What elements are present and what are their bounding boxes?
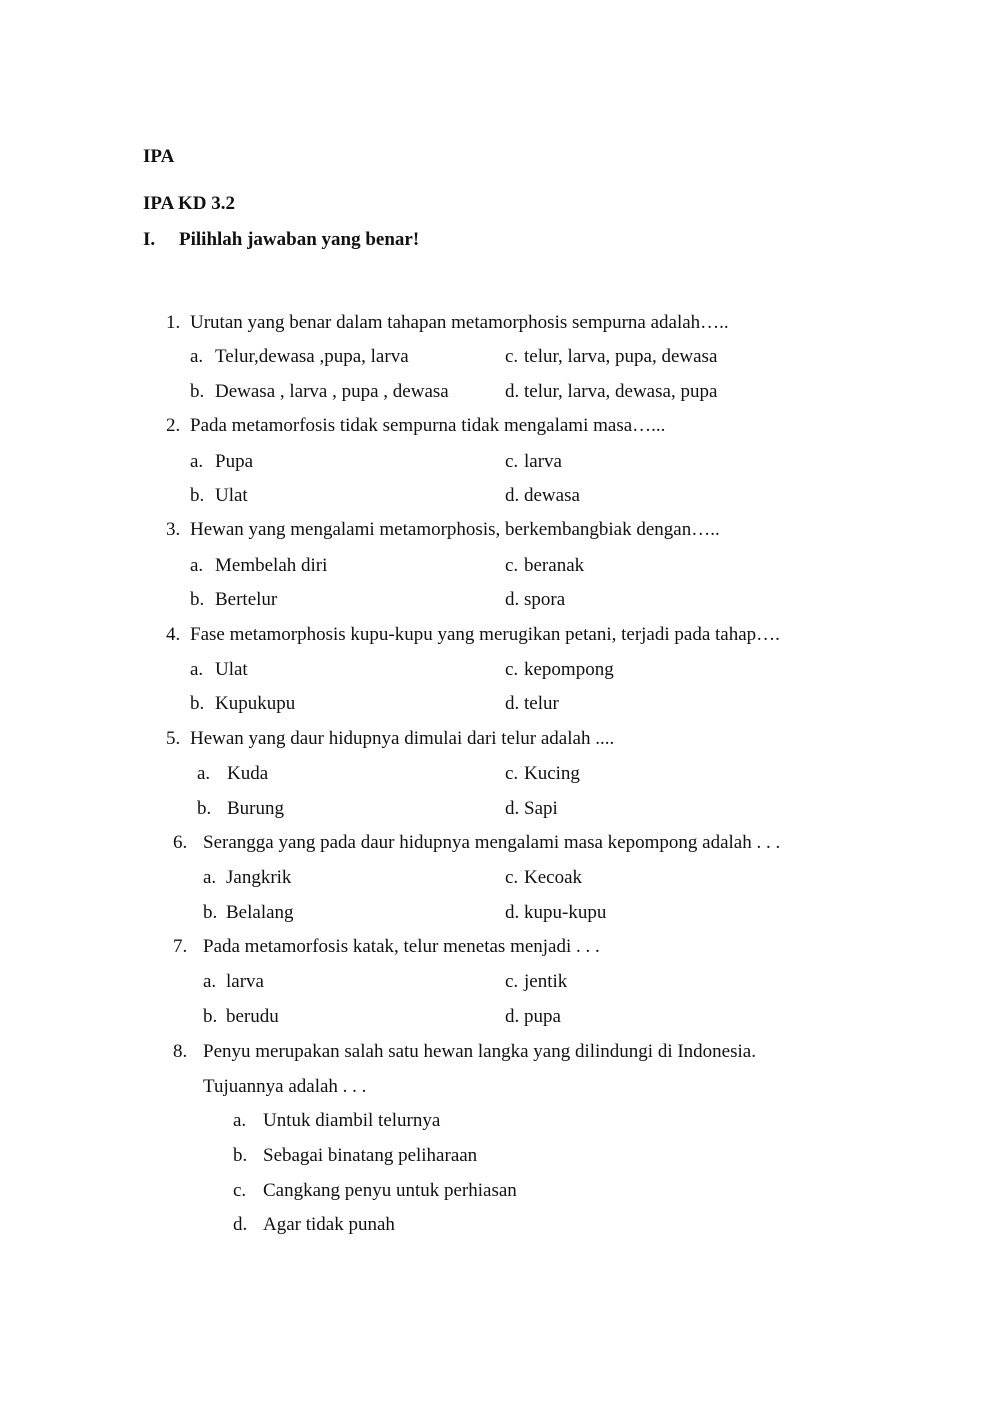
option-text: pupa: [524, 1006, 561, 1027]
option-text: Kupukupu: [215, 693, 296, 714]
option-letter: d.: [505, 902, 520, 923]
option-letter: b.: [190, 485, 205, 506]
option-text: Kucing: [524, 763, 580, 784]
option-letter: a.: [190, 451, 204, 472]
option-letter: c.: [505, 346, 519, 367]
option-letter: b.: [197, 798, 212, 819]
option-letter: c.: [505, 555, 519, 576]
option-text: Cangkang penyu untuk perhiasan: [263, 1180, 517, 1201]
option-text: Membelah diri: [215, 555, 328, 576]
question-text: Penyu merupakan salah satu hewan langka yang dilindungi di Indonesia.: [203, 1041, 756, 1062]
subject-heading: IPA: [143, 146, 175, 167]
section-numeral: I.: [143, 229, 156, 250]
option-text: telur, larva, dewasa, pupa: [524, 381, 718, 402]
option-text: Bertelur: [215, 589, 278, 610]
option-text: Sebagai binatang peliharaan: [263, 1145, 478, 1166]
section-instruction: Pilihlah jawaban yang benar!: [179, 229, 420, 250]
question-text: Pada metamorfosis katak, telur menetas menjadi . . .: [203, 936, 600, 957]
question-number: 6.: [173, 832, 188, 853]
option-letter: a.: [190, 346, 204, 367]
question-text: Fase metamorphosis kupu-kupu yang merugikan petani, terjadi pada tahap….: [190, 624, 780, 645]
option-letter: d.: [505, 589, 520, 610]
question-number: 4.: [166, 624, 181, 645]
option-letter: b.: [190, 589, 205, 610]
question-text: Serangga yang pada daur hidupnya mengalami masa kepompong adalah . . .: [203, 832, 781, 853]
option-letter: a.: [203, 971, 217, 992]
option-letter: b.: [190, 693, 205, 714]
option-text: kupu-kupu: [524, 902, 607, 923]
option-text: Jangkrik: [226, 867, 292, 888]
option-text: Kuda: [227, 763, 269, 784]
option-text: beranak: [524, 555, 585, 576]
option-letter: c.: [505, 763, 519, 784]
option-letter: c.: [505, 659, 519, 680]
question-text-continued: Tujuannya adalah . . .: [203, 1076, 367, 1097]
option-letter: d.: [505, 381, 520, 402]
option-letter: a.: [190, 555, 204, 576]
question-text: Hewan yang mengalami metamorphosis, berkembangbiak dengan…..: [190, 519, 720, 540]
option-letter: d.: [505, 1006, 520, 1027]
kd-title: IPA KD 3.2: [143, 193, 236, 214]
option-text: Kecoak: [524, 867, 583, 888]
question-number: 1.: [166, 312, 181, 333]
option-text: Untuk diambil telurnya: [263, 1110, 441, 1131]
option-text: Sapi: [524, 798, 558, 819]
option-text: Ulat: [215, 485, 248, 506]
question-text: Pada metamorfosis tidak sempurna tidak mengalami masa…...: [190, 415, 666, 436]
option-text: Dewasa , larva , pupa , dewasa: [215, 381, 449, 402]
option-text: jentik: [524, 971, 568, 992]
option-letter: a.: [233, 1110, 247, 1131]
option-letter: b.: [203, 1006, 218, 1027]
option-letter: c.: [505, 451, 519, 472]
option-text: berudu: [226, 1006, 279, 1027]
option-text: Belalang: [226, 902, 294, 923]
option-text: Telur,dewasa ,pupa, larva: [215, 346, 409, 367]
question-number: 2.: [166, 415, 181, 436]
option-text: dewasa: [524, 485, 580, 506]
option-text: telur, larva, pupa, dewasa: [524, 346, 718, 367]
option-text: telur: [524, 693, 559, 714]
option-text: Agar tidak punah: [263, 1214, 395, 1235]
question-number: 3.: [166, 519, 181, 540]
option-letter: c.: [233, 1180, 247, 1201]
option-text: larva: [226, 971, 264, 992]
option-letter: b.: [203, 902, 218, 923]
question-text: Hewan yang daur hidupnya dimulai dari telur adalah ....: [190, 728, 615, 749]
option-text: larva: [524, 451, 562, 472]
option-letter: a.: [190, 659, 204, 680]
question-number: 5.: [166, 728, 181, 749]
question-number: 7.: [173, 936, 188, 957]
option-letter: d.: [505, 693, 520, 714]
option-letter: c.: [505, 867, 519, 888]
option-letter: a.: [203, 867, 217, 888]
option-letter: d.: [505, 798, 520, 819]
option-letter: b.: [233, 1145, 248, 1166]
question-text: Urutan yang benar dalam tahapan metamorphosis sempurna adalah…..: [190, 312, 729, 333]
option-text: Pupa: [215, 451, 253, 472]
option-letter: b.: [190, 381, 205, 402]
option-letter: c.: [505, 971, 519, 992]
option-letter: d.: [505, 485, 520, 506]
option-letter: d.: [233, 1214, 248, 1235]
option-text: spora: [524, 589, 566, 610]
option-text: Ulat: [215, 659, 248, 680]
question-number: 8.: [173, 1041, 188, 1062]
option-letter: a.: [197, 763, 211, 784]
option-text: Burung: [227, 798, 284, 819]
option-text: kepompong: [524, 659, 614, 680]
